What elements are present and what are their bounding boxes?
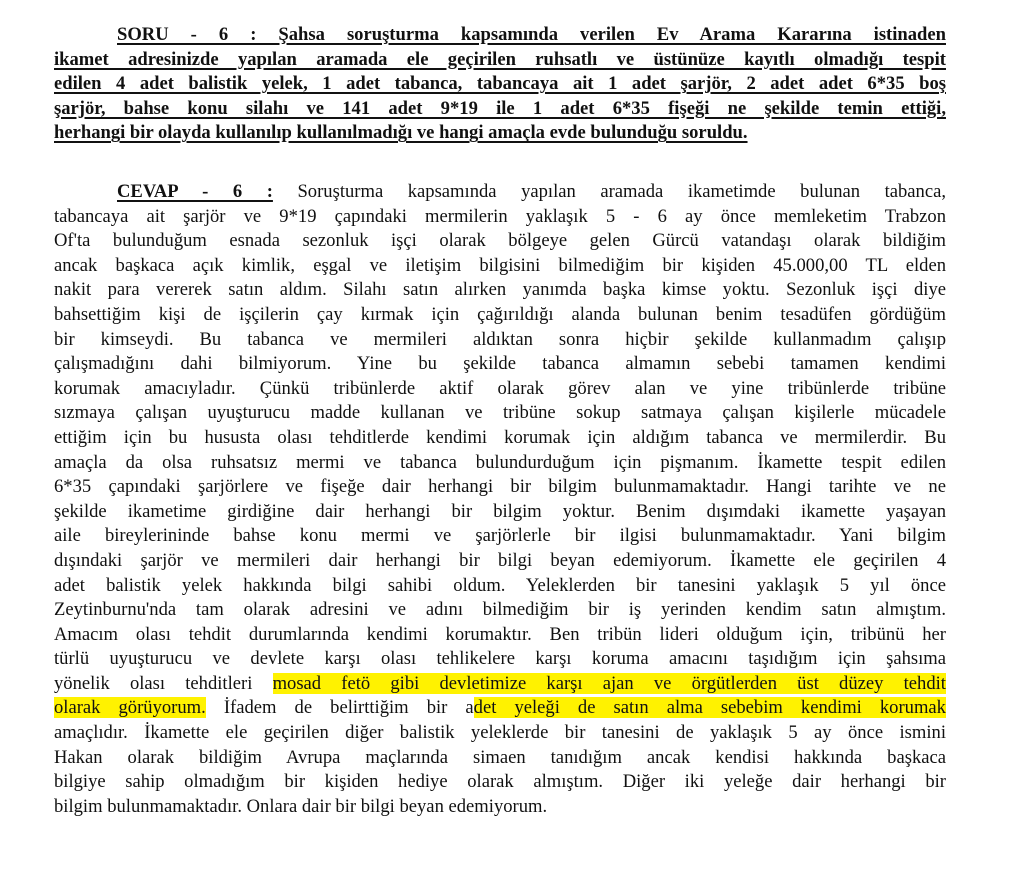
answer-line: tabancaya ait şarjör ve 9*19 çapındaki mermilerin yaklaşık 5 - 6 ay önce memleketim Trabzon: [54, 205, 946, 227]
answer-line: Amacım olası tehdit durumlarında kendimi korumaktır. Ben tribün lideri olduğum için, tribünü her: [54, 623, 946, 645]
answer-text-plain: yönelik olası tehditleri: [54, 672, 273, 694]
question-line: SORU - 6 : Şahsa soruşturma kapsamında verilen Ev Arama Kararına istinaden: [117, 24, 946, 45]
answer-text-plain: İfadem de belirttiğim bir a: [205, 697, 474, 719]
answer-label: CEVAP - 6 :: [117, 181, 273, 202]
answer-line: 6*35 çapındaki şarjörlere ve fişeğe dair herhangi bir bilgim bulunmamaktadır. Hangi tarihte ve ne: [54, 476, 946, 498]
answer-line: çalışmadığını dahi bilmiyorum. Yine bu şekilde tabanca almamın sebebi tamamen kendimi: [54, 353, 946, 375]
answer-line: Hakan olarak bildiğim Avrupa maçlarında simaen tanıdığım ancak kendisi hakkında başkaca: [54, 746, 946, 768]
question-line: şarjör, bahse konu silahı ve 141 adet 9*19 ile 1 adet 6*35 fişeği ne şekilde temin ettiği,: [54, 97, 946, 119]
answer-first-line: [54, 180, 946, 205]
answer-line: şekilde ikametime girdiğine dair herhangi bir bilgim yoktur. Benim dışımdaki ikamette yaşayan: [54, 500, 946, 522]
answer-line: nakit para vererek satın aldım. Silahı satın alırken yanımda başka kimse yoktu. Sezonluk işçi diye: [54, 279, 946, 301]
question-line: edilen 4 adet balistik yelek, 1 adet tabanca, tabancaya ait 1 adet şarjör, 2 adet adet 6*35 boş: [54, 73, 946, 95]
answer-first-line-text: Soruşturma kapsamında yapılan aramada ikametimde bulunan tabanca,: [272, 181, 947, 202]
question-line: ikamet adresinizde yapılan aramada ele geçirilen ruhsatlı ve üstünüze kayıtlı olmadığı tespit: [54, 48, 946, 70]
question-line: herhangi bir olayda kullanılıp kullanılmadığı ve hangi amaçla evde bulunduğu soruldu.: [54, 122, 748, 144]
answer-line: bilgiye sahip olmadığım bir kişiden hediye olarak almıştım. Diğer iki yeleğe dair herhangi bir: [54, 771, 946, 793]
answer-line: amaçla da olsa ruhsatsız mermi ve tabanca bulundurduğum için pişmanım. İkamette tespit edilen: [54, 451, 946, 473]
answer-line: sızmaya çalışan uyuşturucu madde kullanan ve tribüne sokup satmaya çalışan kişilerle mücadele: [54, 402, 946, 424]
answer-line: amaçlıdır. İkamette ele geçirilen diğer balistik yeleklerde bir tanesini de yaklaşık 5 ay önce ismini: [54, 722, 946, 744]
highlighted-text: mosad fetö gibi devletimize karşı ajan ve örgütlerden üst düzey tehdit: [272, 672, 946, 694]
answer-line: bilgim bulunmamaktadır. Onlara dair bir bilgi beyan edemiyorum.: [54, 795, 548, 817]
answer-line: korumak amacıyladır. Çünkü tribünlerde aktif olarak görev alan ve yine tribünlerde tribüne: [54, 377, 946, 399]
answer-line: adet balistik yelek hakkında bilgi sahibi oldum. Yeleklerden bir tanesini yaklaşık 5 yıl önce: [54, 574, 946, 596]
answer-line: ancak başkaca açık kimlik, eşgal ve iletişim bilgisini bilmediğim bir kişiden 45.000,00 TL elden: [54, 254, 946, 276]
answer-line: ettiğim için bu hususta olası tehditlerde kendimi korumak için aldığım tabanca ve mermilerdir. Bu: [54, 426, 946, 448]
question-block: [54, 23, 946, 146]
answer-line: türlü uyuşturucu ve devlete karşı olası tehlikelere karşı koruma amacını taşıdığım için şahsıma: [54, 648, 946, 670]
answer-block: [54, 180, 946, 819]
answer-line: aile bireylerininde bahse konu mermi ve şarjörlerle bir ilgisi bulunmamaktadır. Yani bilgim: [54, 525, 946, 547]
answer-line-highlighted: [54, 672, 946, 697]
answer-line-highlighted: [54, 696, 946, 721]
answer-line: dışındaki şarjör ve mermileri dair herhangi bir bilgi beyan edemiyorum. İkamette ele geçirilen 4: [54, 549, 946, 571]
answer-line: Zeytinburnu'nda tam olarak adresini ve adını bilmediğim bir iş yerinden kendim satın almıştım.: [54, 599, 946, 621]
highlighted-text: olarak görüyorum.: [54, 697, 206, 719]
answer-line: Of'ta bulunduğum esnada sezonluk işçi olarak bölgeye gelen Gürcü vatandaşı olarak bildiğim: [54, 230, 946, 252]
highlighted-text: det yeleği de satın alma sebebim kendimi korumak: [473, 697, 946, 719]
answer-line: bahsettiğim kişi de işçilerin çay kırmak için çağırıldığı alanda bulunan benim tesadüfen gördüğüm: [54, 303, 946, 325]
answer-line: bir kimseydi. Bu tabanca ve mermileri aldıktan sonra hiçbir şekilde kullanmadım çalışıp: [54, 328, 946, 350]
